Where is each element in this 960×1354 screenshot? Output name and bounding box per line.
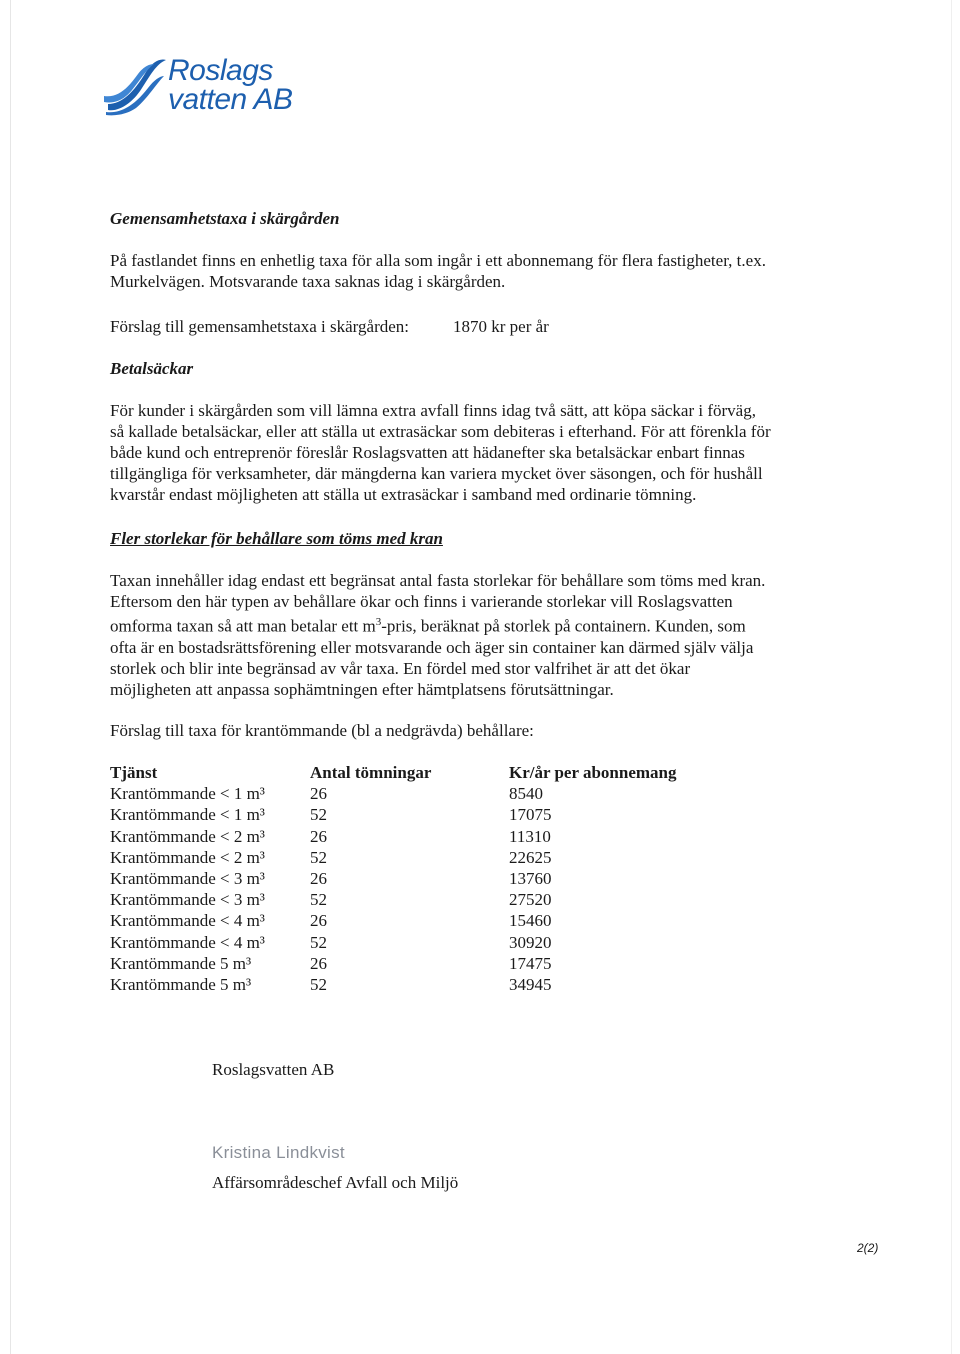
table-cell: Krantömmande < 1 m³ (110, 784, 265, 804)
table-cell: Krantömmande < 3 m³ (110, 868, 265, 888)
table-cell: Krantömmande < 4 m³ (110, 911, 265, 931)
table-cell: Krantömmande < 2 m³ (110, 826, 265, 846)
table-cell: 52 (310, 974, 327, 994)
table-cell: 30920 (509, 932, 552, 952)
logo-text-line2: vatten AB (168, 83, 293, 116)
paragraph-line: ofta är en bostadsrättsförening eller motsvarande och äger sin container kan därmed själv välja (110, 637, 754, 657)
paragraph-line: För kunder i skärgården som vill lämna extra avfall finns idag två sätt, att köpa säckar i förväg, (110, 401, 756, 420)
table-header-cell: Kr/år per abonnemang (509, 763, 677, 782)
table-cell: 17075 (509, 805, 552, 825)
proposal-label: Förslag till gemensamhetstaxa i skärgården: (110, 317, 410, 336)
table-cell: 17475 (509, 953, 552, 973)
paragraph-line: Eftersom den här typen av behållare ökar och finns i varierande storlekar vill Roslagsvatten (110, 592, 733, 611)
paragraph-line: storlek och blir inte begränsad av vår taxa. En fördel med stor valfrihet är att det ökar (110, 658, 691, 678)
table-cell: 15460 (509, 911, 552, 931)
paragraph-storlekar (110, 570, 830, 700)
paragraph-gemensamhetstaxa (110, 250, 830, 292)
paragraph-line: kvarstår endast möjligheten att ställa ut extrasäckar i samband med ordinarie tömning. (110, 485, 697, 504)
closing-company: Roslagsvatten AB (212, 1060, 335, 1079)
text-fragment: omforma taxan så att man betalar ett m (110, 616, 376, 636)
paragraph-line: möjligheten att anpassa sophämtningen efter hämtplatsens förutsättningar. (110, 679, 614, 699)
paragraph-line: tillgängliga för verksamheter, där mängderna kan variera mycket över säsongen, och för hushåll (110, 464, 763, 483)
table-header-cell: Antal tömningar (310, 763, 432, 782)
paragraph-line: På fastlandet finns en enhetlig taxa för alla som ingår i ett abonnemang för flera fastigheter, t.ex. (110, 251, 766, 270)
table-cell: 52 (310, 932, 327, 952)
logo-text-line1: Roslags (168, 54, 273, 87)
table-cell: Krantömmande < 1 m³ (110, 805, 265, 825)
company-logo (104, 52, 334, 122)
paragraph-line: Murkelvägen. Motsvarande taxa saknas idag i skärgården. (110, 272, 506, 291)
table-cell: 34945 (509, 974, 552, 994)
table-cell: 52 (310, 847, 327, 867)
paragraph-line: så kallade betalsäckar, eller att ställa ut extrasäckar som debiteras i efterhand. För att förenkla för (110, 422, 771, 441)
table-cell: 8540 (509, 784, 543, 804)
proposal-value: 1870 kr per år (453, 317, 549, 336)
section-heading-gemensamhetstaxa: Gemensamhetstaxa i skärgården (110, 209, 340, 228)
table-cell: Krantömmande 5 m³ (110, 953, 252, 973)
scan-edge (10, 0, 11, 1354)
table-cell: 26 (310, 953, 327, 973)
table-cell: Krantömmande < 3 m³ (110, 890, 265, 910)
proposal-krantomning: Förslag till taxa för krantömmande (bl a nedgrävda) behållare: (110, 721, 534, 740)
proposal-gemensamhetstaxa (110, 316, 830, 337)
section-heading-betalsackar: Betalsäckar (110, 359, 194, 378)
table-header-cell: Tjänst (110, 763, 158, 782)
page-number: 2(2) (857, 1241, 879, 1255)
wave-logo-icon (104, 54, 168, 116)
superscript-3: 3 (375, 616, 382, 628)
section-heading-storlekar: Fler storlekar för behållare som töms med kran (110, 529, 443, 548)
paragraph-betalsackar (110, 400, 830, 505)
table-cell: Krantömmande < 2 m³ (110, 847, 265, 867)
table-cell: 52 (310, 890, 327, 910)
text-fragment: -pris, beräknat på storlek på containern. Kunden, som (381, 616, 746, 636)
table-cell: 27520 (509, 890, 552, 910)
paragraph-line (110, 612, 830, 637)
table-cell: 26 (310, 826, 327, 846)
scan-edge (951, 0, 952, 1354)
table-cell: 11310 (509, 826, 551, 846)
table-cell: 22625 (509, 847, 552, 867)
signature-title: Affärsområdeschef Avfall och Miljö (212, 1173, 459, 1192)
table-cell: Krantömmande < 4 m³ (110, 932, 265, 952)
table-cell: 52 (310, 805, 327, 825)
signature-name: Kristina Lindkvist (212, 1143, 345, 1162)
table-cell: Krantömmande 5 m³ (110, 974, 252, 994)
paragraph-line: både kund och entreprenör föreslår Roslagsvatten att hädanefter ska betalsäckar enbart finnas (110, 443, 745, 462)
paragraph-line: Taxan innehåller idag endast ett begränsat antal fasta storlekar för behållare som töms med kran. (110, 571, 766, 590)
table-cell: 26 (310, 911, 327, 931)
table-cell: 26 (310, 784, 327, 804)
table-cell: 13760 (509, 868, 552, 888)
table-cell: 26 (310, 868, 327, 888)
